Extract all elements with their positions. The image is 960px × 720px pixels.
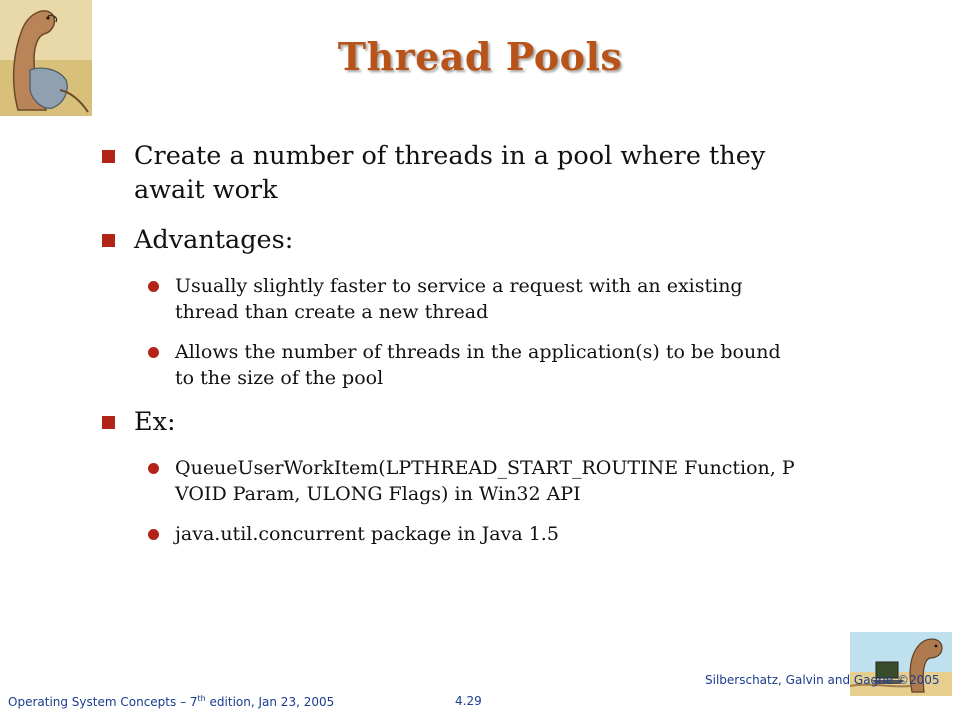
square-bullet-icon [102, 150, 115, 163]
round-bullet-icon [148, 463, 159, 474]
slide-body [100, 139, 800, 561]
bullet-item [100, 223, 800, 257]
sub-bullet-item [100, 455, 800, 507]
sub-bullet-item [100, 521, 800, 547]
sub-bullet-text: java.util.concurrent package in Java 1.5 [175, 523, 559, 545]
sub-bullet-text: QueueUserWorkItem(LPTHREAD_START_ROUTINE Function, PVOID Param, ULONG Flags) in Win32 API [175, 457, 795, 505]
footer-course-info [8, 694, 334, 709]
slide-title: Thread Pools [337, 34, 623, 79]
sub-bullet-item [100, 273, 800, 325]
round-bullet-icon [148, 347, 159, 358]
sub-bullet-text: Allows the number of threads in the application(s) to be bound to the size of the pool [175, 341, 781, 389]
square-bullet-icon [102, 416, 115, 429]
square-bullet-icon [102, 234, 115, 247]
round-bullet-icon [148, 281, 159, 292]
page-number: 4.29 [455, 694, 482, 708]
bullet-text: Ex: [134, 407, 176, 437]
footer-edition-text: edition, Jan 23, 2005 [205, 695, 335, 709]
footer-course-text: Operating System Concepts – 7 [8, 695, 198, 709]
bullet-item [100, 405, 800, 439]
sub-bullet-text: Usually slightly faster to service a request with an existing thread than create a new thread [175, 275, 743, 323]
bullet-item [100, 139, 800, 207]
round-bullet-icon [148, 529, 159, 540]
bullet-text: Advantages: [134, 225, 294, 255]
footer-copyright: Silberschatz, Galvin and Gagne ©2005 [705, 673, 940, 687]
footer-edition-sup: th [197, 694, 206, 703]
bullet-text: Create a number of threads in a pool where they await work [134, 141, 766, 205]
sub-bullet-item [100, 339, 800, 391]
